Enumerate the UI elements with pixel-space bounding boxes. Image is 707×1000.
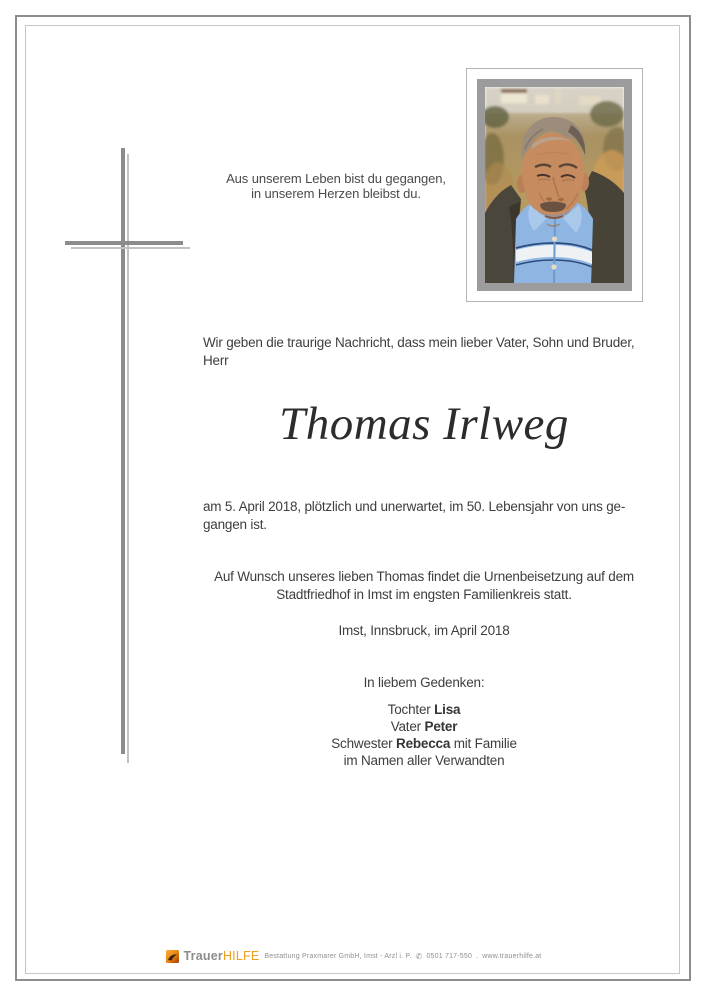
family-member-name: Rebecca bbox=[396, 736, 451, 751]
death-notice-line: gangen ist. bbox=[203, 517, 267, 532]
remembrance-heading: In liebem Gedenken: bbox=[363, 675, 485, 690]
cross-vertical-bar bbox=[121, 148, 125, 754]
cross-vertical-shadow bbox=[127, 154, 129, 763]
death-notice-text bbox=[203, 498, 663, 534]
funeral-home-phone: 0501 717-550 bbox=[426, 952, 473, 960]
family-member-name: Lisa bbox=[434, 702, 461, 717]
death-notice-line: am 5. April 2018, plötzlich und unerwartet, im 50. Lebensjahr von uns ge- bbox=[203, 499, 626, 514]
family-line: Vater Peter bbox=[390, 719, 458, 734]
funeral-home-company: Bestattung Praxmarer GmbH, Imst - Arzl i. P. bbox=[264, 952, 412, 960]
mourning-family-list bbox=[144, 701, 704, 769]
family-member-name: Peter bbox=[424, 719, 458, 734]
family-line: Schwester Rebecca mit Familie bbox=[331, 736, 517, 751]
burial-notice-text bbox=[144, 568, 704, 604]
burial-notice-line: Auf Wunsch unseres lieben Thomas findet die Urnenbeisetzung auf dem bbox=[214, 569, 634, 584]
funeral-home-details bbox=[264, 952, 541, 961]
phone-icon: ✆ bbox=[415, 951, 423, 961]
cross-horizontal-bar bbox=[65, 241, 183, 245]
announcement-line: Herr bbox=[203, 353, 229, 368]
burial-notice-line: Stadtfriedhof in Imst im engsten Familienkreis statt. bbox=[276, 587, 572, 602]
announcement-line: Wir geben die traurige Nachricht, dass mein lieber Vater, Sohn und Bruder, bbox=[203, 335, 635, 350]
footer-separator: . bbox=[476, 952, 479, 960]
funeral-home-website: www.trauerhilfe.at bbox=[482, 952, 542, 960]
announcement-text bbox=[203, 334, 663, 370]
funeral-home-brand: TrauerHILFE bbox=[183, 949, 260, 963]
deceased-name: Thomas Irlweg bbox=[279, 398, 569, 450]
family-line: im Namen aller Verwandten bbox=[343, 753, 505, 768]
family-line: Tochter Lisa bbox=[387, 702, 461, 717]
epigraph-line: in unserem Herzen bleibst du. bbox=[251, 185, 421, 201]
epigraph-line: Aus unserem Leben bist du gegangen, bbox=[226, 171, 446, 186]
cross-horizontal-shadow bbox=[71, 247, 190, 249]
trauerhilfe-logo-icon bbox=[166, 950, 179, 963]
portrait-photo bbox=[466, 68, 643, 302]
funeral-home-footer bbox=[0, 946, 707, 966]
portrait-photo-frame bbox=[477, 79, 632, 291]
place-and-date: Imst, Innsbruck, im April 2018 bbox=[338, 623, 510, 638]
portrait-photo-image bbox=[485, 87, 624, 283]
